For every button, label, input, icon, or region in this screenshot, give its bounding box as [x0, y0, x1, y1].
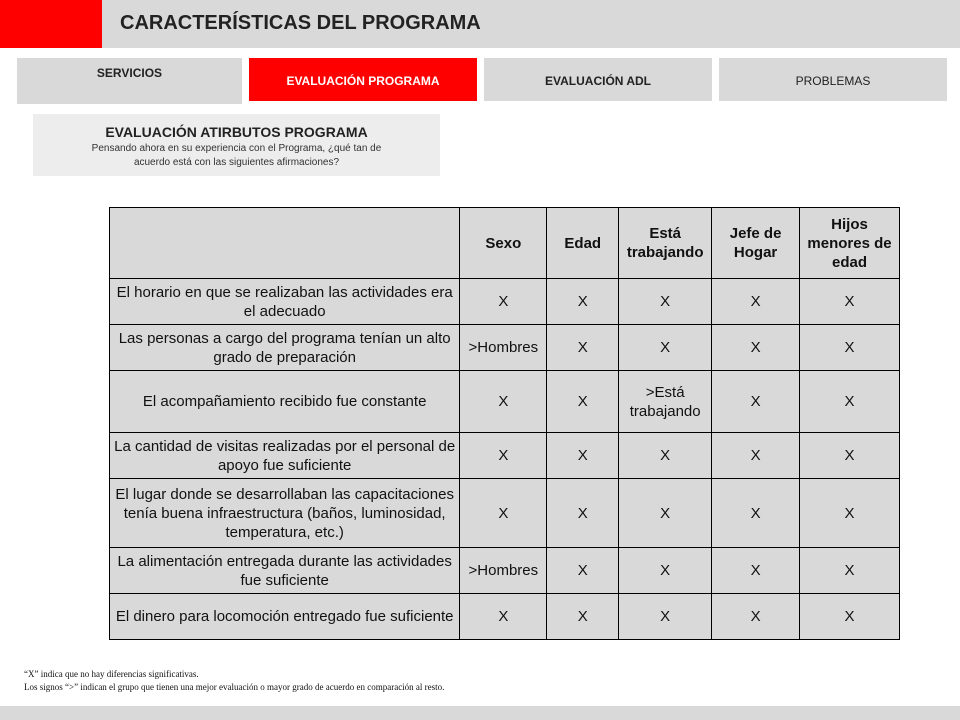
footnotes [24, 668, 444, 694]
value-cell: X [619, 548, 712, 594]
value-cell: X [619, 279, 712, 325]
statement-cell: Las personas a cargo del programa tenían un alto grado de preparación [110, 325, 460, 371]
section-title: EVALUACIÓN ATIRBUTOS PROGRAMA [105, 124, 368, 140]
value-cell: X [712, 479, 800, 548]
table-header-row [110, 208, 900, 279]
value-cell: X [619, 325, 712, 371]
value-cell: >Hombres [460, 548, 547, 594]
value-cell: X [712, 548, 800, 594]
value-cell: X [800, 548, 900, 594]
table-row [110, 479, 900, 548]
value-cell: X [800, 433, 900, 479]
value-cell: X [619, 479, 712, 548]
value-cell: X [547, 548, 619, 594]
statement-cell: El horario en que se realizaban las actividades era el adecuado [110, 279, 460, 325]
value-cell: X [547, 371, 619, 433]
page-title: CARACTERÍSTICAS DEL PROGRAMA [120, 12, 481, 34]
value-cell: X [800, 594, 900, 640]
tab-label: PROBLEMAS [795, 74, 871, 88]
tab-evaluacion-adl[interactable] [484, 58, 712, 101]
value-cell: X [712, 433, 800, 479]
section-description: Pensando ahora en su experiencia con el Programa, ¿qué tan de acuerdo está con las siguientes afirmaciones? [91, 143, 382, 168]
table-row [110, 433, 900, 479]
statement-cell: La cantidad de visitas realizadas por el personal de apoyo fue suficiente [110, 433, 460, 479]
footnote-line: “X” indica que no hay diferencias significativas. [24, 669, 199, 679]
value-cell: X [800, 479, 900, 548]
value-cell: X [619, 433, 712, 479]
column-header [110, 208, 460, 279]
table-row [110, 325, 900, 371]
value-cell: X [547, 433, 619, 479]
statement-cell: El dinero para locomoción entregado fue suficiente [110, 594, 460, 640]
column-header: Jefe de Hogar [712, 208, 800, 279]
value-cell: X [460, 479, 547, 548]
table-row [110, 548, 900, 594]
value-cell: X [547, 479, 619, 548]
attributes-table [109, 207, 900, 640]
value-cell: X [460, 279, 547, 325]
value-cell: X [712, 371, 800, 433]
tab-label: SERVICIOS [96, 66, 163, 80]
header-accent-block [0, 0, 102, 48]
value-cell: X [712, 594, 800, 640]
bottom-bar [0, 706, 960, 720]
value-cell: X [547, 325, 619, 371]
value-cell: >Hombres [460, 325, 547, 371]
tab-servicios[interactable] [17, 58, 242, 104]
column-header: Hijos menores de edad [800, 208, 900, 279]
value-cell: X [460, 371, 547, 433]
section-header-box [33, 114, 440, 176]
statement-cell: La alimentación entregada durante las actividades fue suficiente [110, 548, 460, 594]
value-cell: X [547, 594, 619, 640]
column-header: Está trabajando [619, 208, 712, 279]
value-cell: X [619, 594, 712, 640]
tab-evaluacion-programa[interactable] [249, 58, 477, 101]
value-cell: X [712, 279, 800, 325]
value-cell: X [460, 433, 547, 479]
value-cell: X [800, 325, 900, 371]
tab-problemas[interactable] [719, 58, 947, 101]
table-row [110, 279, 900, 325]
column-header: Sexo [460, 208, 547, 279]
tab-label: EVALUACIÓN PROGRAMA [286, 74, 440, 88]
column-header: Edad [547, 208, 619, 279]
table-row [110, 371, 900, 433]
tab-label: EVALUACIÓN ADL [545, 74, 651, 88]
value-cell: X [800, 279, 900, 325]
value-cell: X [460, 594, 547, 640]
value-cell: X [712, 325, 800, 371]
statement-cell: El acompañamiento recibido fue constante [110, 371, 460, 433]
table-row [110, 594, 900, 640]
value-cell: X [800, 371, 900, 433]
value-cell: X [547, 279, 619, 325]
footnote-line: Los signos “>” indican el grupo que tienen una mejor evaluación o mayor grado de acuerdo en comparación al resto. [24, 682, 445, 692]
value-cell: >Está trabajando [619, 371, 712, 433]
statement-cell: El lugar donde se desarrollaban las capacitaciones tenía buena infraestructura (baños, luminosidad, temperatura, etc.) [110, 479, 460, 548]
